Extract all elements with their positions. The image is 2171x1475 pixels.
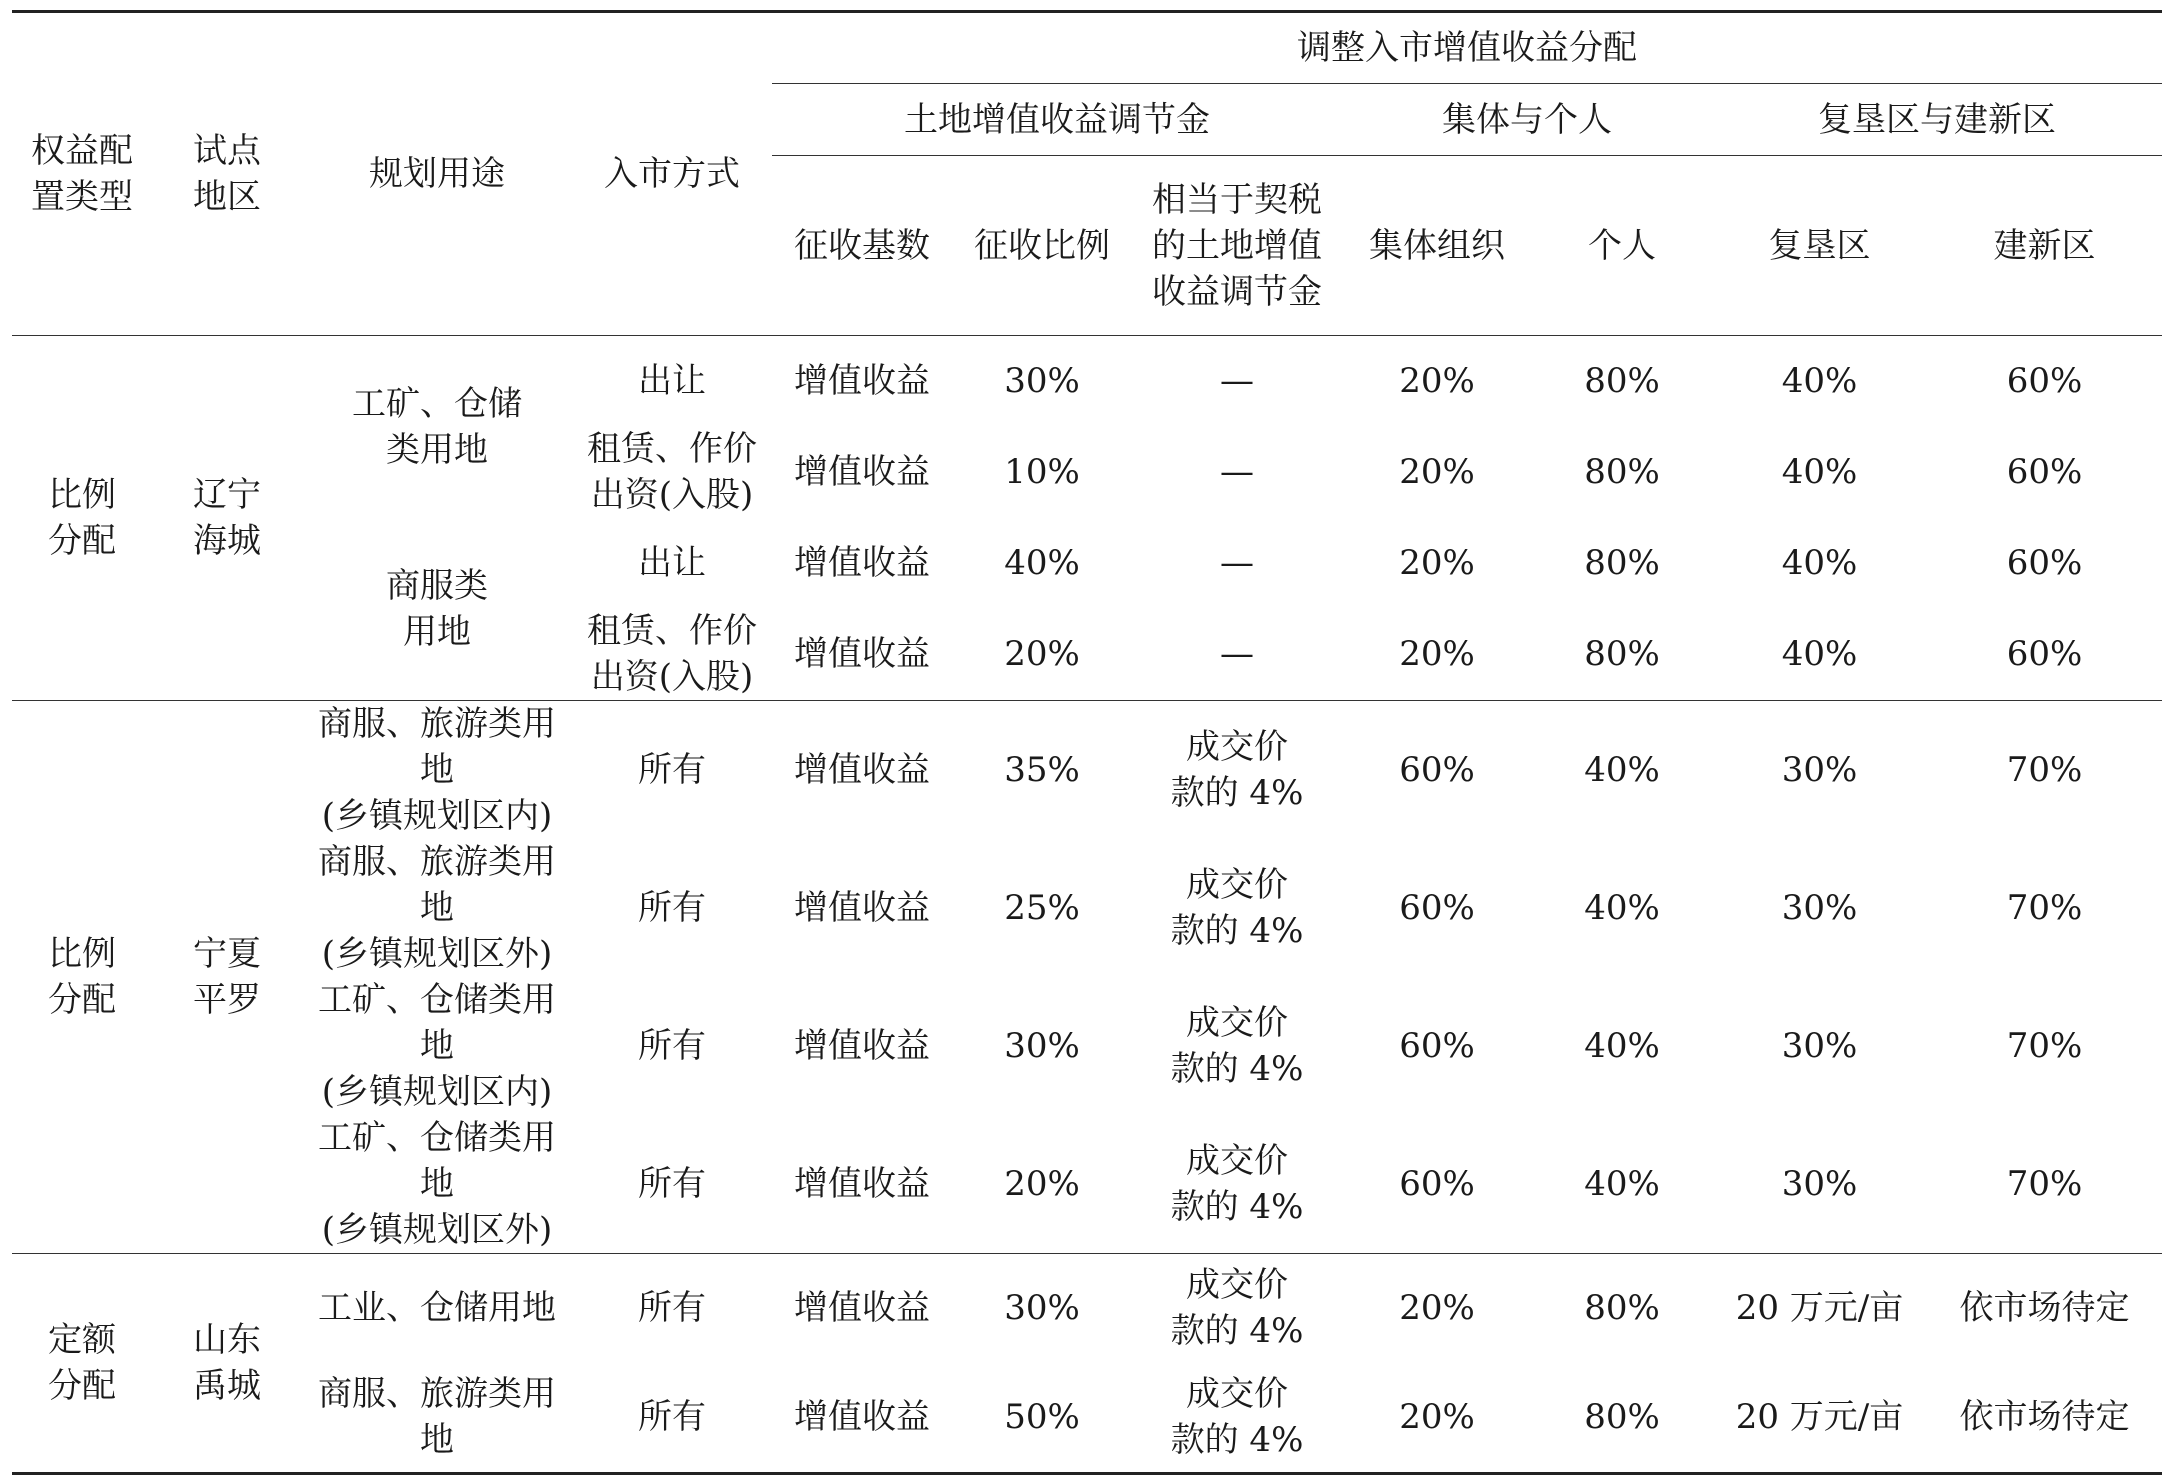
cell-rushi: 所有: [572, 1115, 772, 1254]
cell-geren: 80%: [1584, 451, 1660, 492]
cell-type: 比例 分配: [12, 700, 152, 1253]
cell-fuken: 20 万元/亩: [1712, 1363, 1927, 1473]
table-row: [12, 336, 2162, 426]
header-group-jiti: 集体与个人: [1342, 84, 1712, 156]
cell-rushi: 所有: [572, 1363, 772, 1473]
cell-jiti: 60%: [1399, 749, 1475, 790]
table-row: [12, 700, 2162, 839]
cell-fuken: 40%: [1781, 451, 1858, 492]
cell-geren: 80%: [1532, 1363, 1712, 1473]
cell-fuken: 40%: [1781, 360, 1858, 401]
cell-rushi: 租赁、作价 出资(入股): [587, 428, 757, 515]
cell-bili: 30%: [1004, 1025, 1080, 1066]
cell-jianxin: 70%: [2006, 749, 2083, 790]
table-container: [12, 10, 2162, 1475]
cell-geren: 80%: [1584, 360, 1660, 401]
cell-rushi: 所有: [638, 887, 706, 928]
cell-jianxin: 60%: [1927, 608, 2162, 701]
cell-type: 比例 分配: [12, 336, 152, 701]
cell-jiti: 60%: [1399, 1025, 1475, 1066]
cell-fuken: 30%: [1781, 887, 1858, 928]
cell-bili: 50%: [952, 1363, 1132, 1473]
cell-jianxin: 70%: [1927, 1115, 2162, 1254]
cell-geren: 40%: [1584, 887, 1660, 928]
cell-qishui: 成交价 款的 4%: [1170, 1265, 1304, 1352]
cell-bili: 25%: [1004, 887, 1080, 928]
cell-type: 定额 分配: [12, 1253, 152, 1473]
table-row: [12, 1253, 2162, 1363]
cell-geren: 80%: [1584, 542, 1660, 583]
table-row: [12, 839, 2162, 977]
cell-jianxin: 70%: [2006, 1025, 2083, 1066]
table-body: [12, 336, 2162, 1474]
header-guihua: 规划用途: [302, 12, 572, 336]
cell-bili: 20%: [952, 608, 1132, 701]
cell-jiti: 20%: [1399, 542, 1475, 583]
table-row: [12, 518, 2162, 608]
cell-rushi: 所有: [638, 1025, 706, 1066]
cell-region: 山东 禹城: [152, 1253, 302, 1473]
cell-qishui: 成交价 款的 4%: [1170, 726, 1304, 813]
cell-guihua: 工矿、仓储类用地 (乡镇规划区外): [302, 1115, 572, 1254]
cell-jishu: 增值收益: [772, 608, 952, 701]
cell-jiti: 20%: [1342, 1363, 1532, 1473]
cell-jianxin: 60%: [2006, 542, 2083, 583]
cell-bili: 30%: [1004, 360, 1080, 401]
cell-guihua: 工矿、仓储 类用地: [352, 383, 522, 470]
header-shidian: 试点 地区: [152, 12, 302, 336]
cell-qishui: 成交价 款的 4%: [1170, 864, 1304, 951]
income-distribution-table: [12, 10, 2162, 1475]
cell-jiti: 20%: [1399, 451, 1475, 492]
header-rushi: 入市方式: [572, 12, 772, 336]
cell-guihua: 商服、旅游类用地: [302, 1363, 572, 1473]
cell-fuken: 20 万元/亩: [1735, 1288, 1904, 1329]
cell-qishui: —: [1220, 360, 1254, 401]
cell-rushi: 所有: [638, 749, 706, 790]
cell-jishu: 增值收益: [794, 542, 930, 583]
cell-jishu: 增值收益: [772, 1363, 952, 1473]
header-group-tiaojiejin: 土地增值收益调节金: [772, 84, 1342, 156]
cell-geren: 40%: [1584, 749, 1660, 790]
cell-fuken: 30%: [1781, 1025, 1858, 1066]
table-row: [12, 1363, 2162, 1473]
cell-qishui: —: [1220, 451, 1254, 492]
cell-rushi: 所有: [638, 1288, 706, 1329]
cell-fuken: 30%: [1712, 1115, 1927, 1254]
cell-jiti: 60%: [1342, 1115, 1532, 1254]
cell-jiti: 20%: [1399, 1288, 1475, 1329]
header-zhengshou-jishu: 征收基数: [772, 156, 952, 336]
cell-qishui: 成交价 款的 4%: [1170, 1002, 1304, 1089]
header-geren: 个人: [1532, 156, 1712, 336]
cell-qishui: —: [1220, 542, 1254, 583]
cell-guihua: 工矿、仓储类用地 (乡镇规划区内): [318, 979, 556, 1112]
cell-fuken: 40%: [1712, 608, 1927, 701]
cell-jianxin: 70%: [2006, 887, 2083, 928]
cell-jianxin: 60%: [2006, 451, 2083, 492]
cell-guihua: 商服、旅游类用地 (乡镇规划区内): [318, 703, 556, 836]
cell-geren: 80%: [1532, 608, 1712, 701]
cell-region: 宁夏 平罗: [152, 700, 302, 1253]
cell-jishu: 增值收益: [772, 1115, 952, 1254]
table-row: [12, 977, 2162, 1115]
header-group-main: 调整入市增值收益分配: [772, 12, 2162, 84]
cell-bili: 30%: [1004, 1288, 1080, 1329]
cell-jianxin: 依市场待定: [1959, 1288, 2130, 1329]
cell-jishu: 增值收益: [794, 360, 930, 401]
cell-jishu: 增值收益: [794, 887, 930, 928]
cell-guihua: 工业、仓储用地: [318, 1288, 556, 1329]
cell-rushi: 出让: [638, 360, 706, 401]
cell-geren: 80%: [1584, 1288, 1660, 1329]
header-zhengshou-bili: 征收比例: [952, 156, 1132, 336]
cell-fuken: 40%: [1781, 542, 1858, 583]
cell-geren: 40%: [1532, 1115, 1712, 1254]
cell-jishu: 增值收益: [794, 749, 930, 790]
cell-qishui: —: [1132, 608, 1342, 701]
header-group-fuken: 复垦区与建新区: [1712, 84, 2162, 156]
table-row: [12, 1115, 2162, 1254]
cell-jiti: 60%: [1399, 887, 1475, 928]
cell-bili: 10%: [1004, 451, 1080, 492]
cell-bili: 20%: [952, 1115, 1132, 1254]
cell-bili: 40%: [1004, 542, 1080, 583]
cell-jianxin: 依市场待定: [1927, 1363, 2162, 1473]
table-header: [12, 12, 2162, 336]
cell-guihua: 商服、旅游类用地 (乡镇规划区外): [318, 841, 556, 974]
cell-guihua: 商服类 用地: [302, 518, 572, 701]
cell-qishui: 成交价 款的 4%: [1132, 1115, 1342, 1254]
cell-rushi: 出让: [638, 542, 706, 583]
cell-fuken: 30%: [1781, 749, 1858, 790]
cell-jianxin: 60%: [2006, 360, 2083, 401]
cell-jishu: 增值收益: [794, 451, 930, 492]
cell-jishu: 增值收益: [794, 1025, 930, 1066]
header-quanyi: 权益配 置类型: [12, 12, 152, 336]
cell-qishui: 成交价 款的 4%: [1132, 1363, 1342, 1473]
cell-rushi: 租赁、作价 出资(入股): [572, 608, 772, 701]
cell-jiti: 20%: [1342, 608, 1532, 701]
header-jiti-zuzhi: 集体组织: [1342, 156, 1532, 336]
cell-geren: 40%: [1584, 1025, 1660, 1066]
header-jianxinqu: 建新区: [1927, 156, 2162, 336]
cell-jiti: 20%: [1399, 360, 1475, 401]
header-fukenqu: 复垦区: [1712, 156, 1927, 336]
cell-jishu: 增值收益: [794, 1288, 930, 1329]
cell-region: 辽宁 海城: [152, 336, 302, 701]
cell-bili: 35%: [1004, 749, 1080, 790]
header-qishui: 相当于契税 的土地增值 收益调节金: [1132, 156, 1342, 336]
